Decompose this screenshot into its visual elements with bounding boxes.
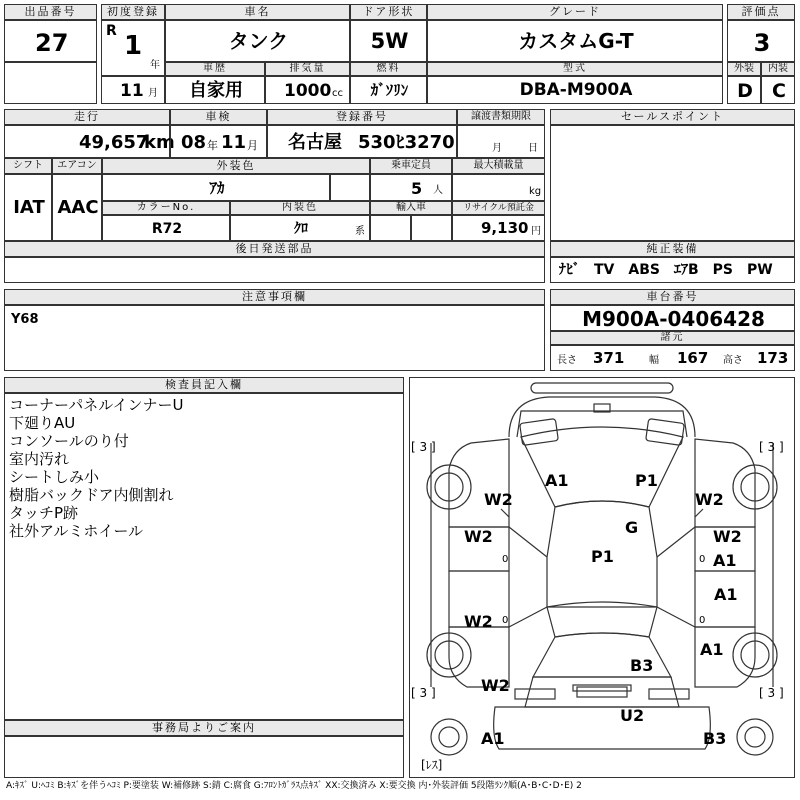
sales-point-header: セールスポイント [550, 109, 795, 125]
zero-right-rear: 0 [699, 615, 706, 626]
reg-area: 名古屋 [288, 132, 342, 153]
capacity-unit: 人 [433, 185, 443, 196]
displacement-cell [265, 76, 350, 104]
damage-mark: G [625, 518, 639, 537]
damage-mark: P1 [591, 547, 614, 566]
color-no-cell [102, 215, 230, 241]
zero-right-front: 0 [699, 554, 706, 565]
mileage-unit: km [144, 132, 175, 153]
model: DBA-M900A [519, 80, 633, 100]
displacement-unit: cc [332, 88, 343, 99]
later-parts-box [4, 257, 545, 283]
grade: カスタムG-T [518, 29, 634, 53]
sales-point-box [550, 125, 795, 241]
first-reg-header: 初度登録 [101, 4, 165, 20]
recycle: 9,130 [481, 219, 529, 237]
ext-grade-cell [727, 76, 761, 104]
history-header: 車歴 [165, 62, 265, 76]
length-label: 長さ [557, 355, 577, 366]
import-cell-1 [370, 215, 411, 241]
history: 自家用 [189, 80, 243, 101]
height-label: 高さ [723, 355, 743, 366]
inspector-header: 検査員記入欄 [4, 377, 404, 393]
doc-deadline-header: 譲渡書類期限 [457, 109, 545, 125]
first-reg-month-cell [101, 76, 165, 104]
genuine-equip-header: 純正装備 [550, 241, 795, 257]
color-no-header: カラーNo. [102, 201, 230, 215]
load-unit: kg [529, 186, 542, 197]
damage-mark: W2 [484, 490, 513, 509]
inspector-note: 室内汚れ [9, 450, 70, 468]
inspector-note: コンソールのり付 [9, 432, 129, 450]
doc-month: 月 [492, 143, 502, 154]
ext-color-cell [102, 174, 330, 201]
insp-year-unit: 年 [207, 139, 218, 152]
height: 173 [757, 349, 789, 367]
inspector-note: 下廻りAU [9, 414, 76, 432]
recycle-cell [452, 215, 545, 241]
inspector-note: タッチP跡 [9, 504, 79, 522]
inspection-cell [170, 125, 267, 158]
damage-mark: W2 [713, 527, 742, 546]
specs-header: 諸元 [550, 331, 795, 345]
doc-deadline-cell [457, 125, 545, 158]
inspection-header: 車検 [170, 109, 267, 125]
recycle-header: リサイクル預託金 [452, 201, 545, 215]
damage-mark: A1 [714, 585, 738, 604]
inspector-note: コーナーパネルインナーU [9, 396, 184, 414]
inspector-note: 樹脂バックドア内側割れ [9, 486, 174, 504]
zero-left-rear: 0 [502, 615, 509, 626]
reg-no-header: 登録番号 [267, 109, 457, 125]
equipment: ﾅﾋﾞ TV ABS ｴｱB PS PW [559, 262, 773, 278]
damage-mark: W2 [695, 490, 724, 509]
lot-header: 出品番号 [4, 4, 97, 20]
car-name-header: 車名 [165, 4, 350, 20]
int-color-cell [230, 215, 370, 241]
chassis-cell [550, 305, 795, 331]
displacement-header: 排気量 [265, 62, 350, 76]
int-grade-cell [761, 76, 795, 104]
tire-score-rf: [ 3 ] [759, 440, 784, 454]
length: 371 [593, 349, 625, 367]
chassis-number: M900A-0406428 [582, 307, 765, 331]
car-name: タンク [228, 29, 289, 53]
damage-mark: A1 [713, 551, 737, 570]
score-cell [727, 20, 795, 62]
first-reg-cell [101, 20, 165, 76]
les-label: [ﾚｽ] [421, 758, 443, 772]
tire-score-lf: [ 3 ] [411, 440, 436, 454]
era: R [106, 23, 117, 39]
damage-mark: W2 [464, 612, 493, 631]
office-header: 事務局よりご案内 [4, 720, 404, 736]
insp-month-unit: 月 [247, 139, 258, 152]
damage-mark: A1 [545, 471, 569, 490]
tire-score-lr: [ 3 ] [411, 686, 436, 700]
reg-year: 1 [124, 31, 143, 61]
int-color-header: 内装色 [230, 201, 370, 215]
aircon: AAC [57, 197, 99, 218]
capacity: 5 [411, 179, 423, 198]
inspector-note: シートしみ小 [9, 468, 100, 486]
fuel-cell [350, 76, 427, 104]
int-color-unit: 系 [355, 226, 365, 237]
specs-cell [550, 345, 795, 371]
car-name-cell [165, 20, 350, 62]
inspector-box [4, 393, 404, 720]
door-type: 5W [370, 29, 409, 53]
reg-no-cell [267, 125, 457, 158]
recycle-unit: 円 [531, 226, 541, 237]
import-cell-2 [411, 215, 452, 241]
car-diagram [409, 377, 795, 778]
chassis-header: 車台番号 [550, 289, 795, 305]
later-parts-header: 後日発送部品 [4, 241, 545, 257]
insp-year: 08 [181, 132, 207, 153]
lot-number: 27 [35, 29, 69, 57]
shift-cell [4, 174, 52, 241]
ext-color-extra [330, 174, 370, 201]
damage-mark: A1 [700, 640, 724, 659]
lot-cell [4, 20, 97, 62]
month-unit: 月 [148, 88, 158, 99]
aircon-cell [52, 174, 102, 241]
ext-color-header: 外装色 [102, 158, 370, 174]
fuel-header: 燃料 [350, 62, 427, 76]
shift: IAT [13, 197, 45, 218]
year-unit: 年 [150, 60, 160, 71]
grade-header: グレード [427, 4, 723, 20]
capacity-header: 乗車定員 [370, 158, 452, 174]
max-load-header: 最大積載量 [452, 158, 545, 174]
model-header: 型式 [427, 62, 723, 76]
door-header: ドア形状 [350, 4, 427, 20]
width: 167 [677, 349, 709, 367]
shift-header: シフト [4, 158, 52, 174]
width-label: 幅 [649, 355, 659, 366]
insp-month: 11 [221, 132, 247, 153]
inspector-note: 社外アルミホイール [9, 522, 144, 540]
import-header: 輸入車 [370, 201, 452, 215]
history-cell [165, 76, 265, 104]
interior-header: 内装 [761, 62, 795, 76]
ext-grade: D [737, 80, 753, 102]
genuine-equip-cell [550, 257, 795, 283]
grade-cell [427, 20, 723, 62]
damage-mark: W2 [464, 527, 493, 546]
fuel: ｶﾞｿﾘﾝ [370, 81, 409, 99]
int-color: ｸﾛ [294, 221, 308, 237]
displacement: 1000 [284, 81, 332, 101]
damage-mark: P1 [635, 471, 658, 490]
mileage-header: 走行 [4, 109, 170, 125]
notes-box [4, 305, 545, 371]
door-cell [350, 20, 427, 62]
damage-mark: B3 [703, 729, 727, 748]
damage-mark: A1 [481, 729, 505, 748]
ext-color: ｱｶ [209, 179, 225, 197]
score: 3 [753, 29, 771, 57]
max-load-cell [452, 174, 545, 201]
int-grade: C [772, 80, 786, 102]
mileage: 49,657 [79, 132, 149, 153]
legend: A:ｷｽﾞ U:ﾍｺﾐ B:ｷｽﾞを伴うﾍｺﾐ P:要塗装 W:補修跡 S:錆 C:腐食 G:ﾌﾛﾝﾄｶﾞﾗｽ点ｷｽﾞ XX:交換済み X:要交換 内･外装評価 5段階ﾗﾝｸ順(A･B･C･D･E) 2 [6, 781, 582, 791]
reg-month: 11 [120, 81, 144, 101]
office-box [4, 736, 404, 778]
doc-day: 日 [528, 143, 538, 154]
reg-number: 530ﾋ3270 [358, 132, 455, 153]
tire-score-rr: [ 3 ] [759, 686, 784, 700]
score-header: 評価点 [727, 4, 795, 20]
damage-mark: W2 [481, 676, 510, 695]
damage-mark: B3 [630, 656, 654, 675]
color-no: R72 [151, 221, 183, 237]
notes-text: Y68 [11, 312, 39, 327]
model-cell [427, 76, 723, 104]
capacity-cell [370, 174, 452, 201]
zero-left-front: 0 [502, 554, 509, 565]
aircon-header: エアコン [52, 158, 102, 174]
lot-blank [4, 62, 97, 104]
notes-header: 注意事項欄 [4, 289, 545, 305]
exterior-header: 外装 [727, 62, 761, 76]
damage-mark: U2 [620, 706, 645, 725]
mileage-cell [4, 125, 175, 158]
